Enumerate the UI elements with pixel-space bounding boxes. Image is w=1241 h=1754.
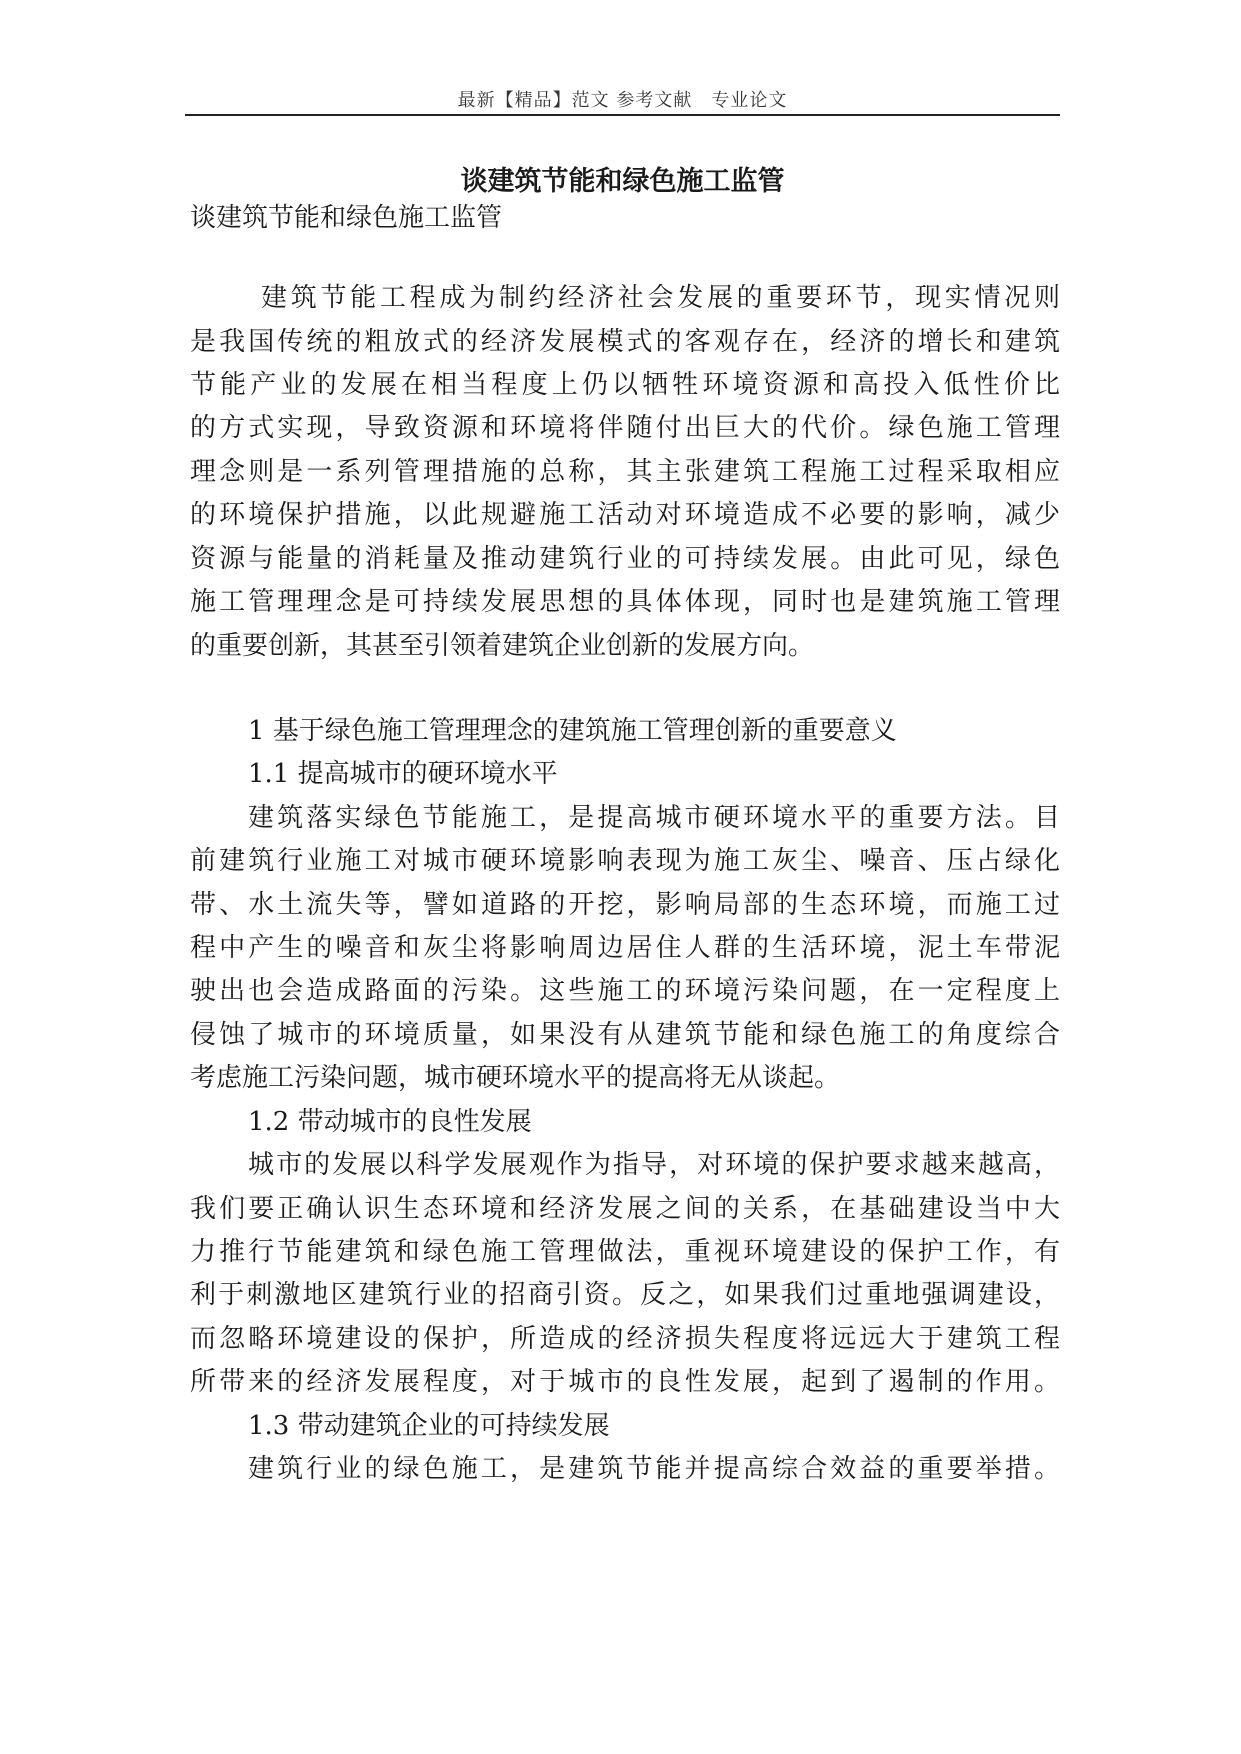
paragraph-line: 理念则是一系列管理措施的总称，其主张建筑工程施工过程采取相应: [190, 457, 1060, 487]
paragraph-line: 力推行节能建筑和绿色施工管理做法，重视环境建设的保护工作，有: [190, 1237, 1060, 1267]
paragraph-line: 我们要正确认识生态环境和经济发展之间的关系，在基础建设当中大: [190, 1194, 1060, 1224]
header-divider: [185, 114, 1060, 116]
section-heading: 1 基于绿色施工管理理念的建筑施工管理创新的重要意义: [248, 716, 897, 746]
paragraph-line: 城市的发展以科学发展观作为指导，对环境的保护要求越来越高，: [248, 1150, 1060, 1180]
paragraph-line: 带、水土流失等，譬如道路的开挖，影响局部的生态环境，而施工过: [190, 890, 1060, 920]
subsection-heading: 1.3 带动建筑企业的可持续发展: [248, 1411, 610, 1441]
paragraph-line: 的环境保护措施，以此规避施工活动对环境造成不必要的影响，减少: [190, 500, 1060, 530]
paragraph-line: 侵蚀了城市的环境质量，如果没有从建筑节能和绿色施工的角度综合: [190, 1020, 1060, 1050]
paragraph-line: 是我国传统的粗放式的经济发展模式的客观存在，经济的增长和建筑: [190, 327, 1060, 357]
paragraph-line: 节能产业的发展在相当程度上仍以牺牲环境资源和高投入低性价比: [190, 370, 1060, 400]
paragraph-line: 驶出也会造成路面的污染。这些施工的环境污染问题，在一定程度上: [190, 976, 1060, 1006]
paragraph-line: 的方式实现，导致资源和环境将伴随付出巨大的代价。绿色施工管理: [190, 413, 1060, 443]
paragraph-line: 建筑行业的绿色施工，是建筑节能并提高综合效益的重要举措。: [248, 1454, 1060, 1484]
paragraph-line: 的重要创新，其甚至引领着建筑企业创新的发展方向。: [190, 631, 815, 661]
paragraph-line: 程中产生的噪音和灰尘将影响周边居住人群的生活环境，泥土车带泥: [190, 933, 1060, 963]
paragraph-line: 建筑落实绿色节能施工，是提高城市硬环境水平的重要方法。目: [248, 803, 1060, 833]
paragraph-line: 考虑施工污染问题，城市硬环境水平的提高将无从谈起。: [190, 1063, 841, 1093]
paragraph-line: 建筑节能工程成为制约经济社会发展的重要环节，现实情况则: [261, 283, 1060, 313]
paragraph-line: 所带来的经济发展程度，对于城市的良性发展，起到了遏制的作用。: [190, 1367, 1060, 1397]
document-title: 谈建筑节能和绿色施工监管: [460, 166, 785, 197]
subsection-heading: 1.2 带动城市的良性发展: [248, 1107, 532, 1137]
page-header: 最新【精品】范文 参考文献 专业论文: [457, 90, 788, 111]
paragraph-line: 施工管理理念是可持续发展思想的具体体现，同时也是建筑施工管理: [190, 587, 1060, 617]
document-subtitle: 谈建筑节能和绿色施工监管: [190, 203, 503, 233]
paragraph-line: 利于刺激地区建筑行业的招商引资。反之，如果我们过重地强调建设，: [190, 1280, 1060, 1310]
paragraph-line: 前建筑行业施工对城市硬环境影响表现为施工灰尘、噪音、压占绿化: [190, 846, 1060, 876]
paragraph-line: 而忽略环境建设的保护，所造成的经济损失程度将远远大于建筑工程: [190, 1324, 1060, 1354]
subsection-heading: 1.1 提高城市的硬环境水平: [248, 759, 558, 789]
paragraph-line: 资源与能量的消耗量及推动建筑行业的可持续发展。由此可见，绿色: [190, 544, 1060, 574]
